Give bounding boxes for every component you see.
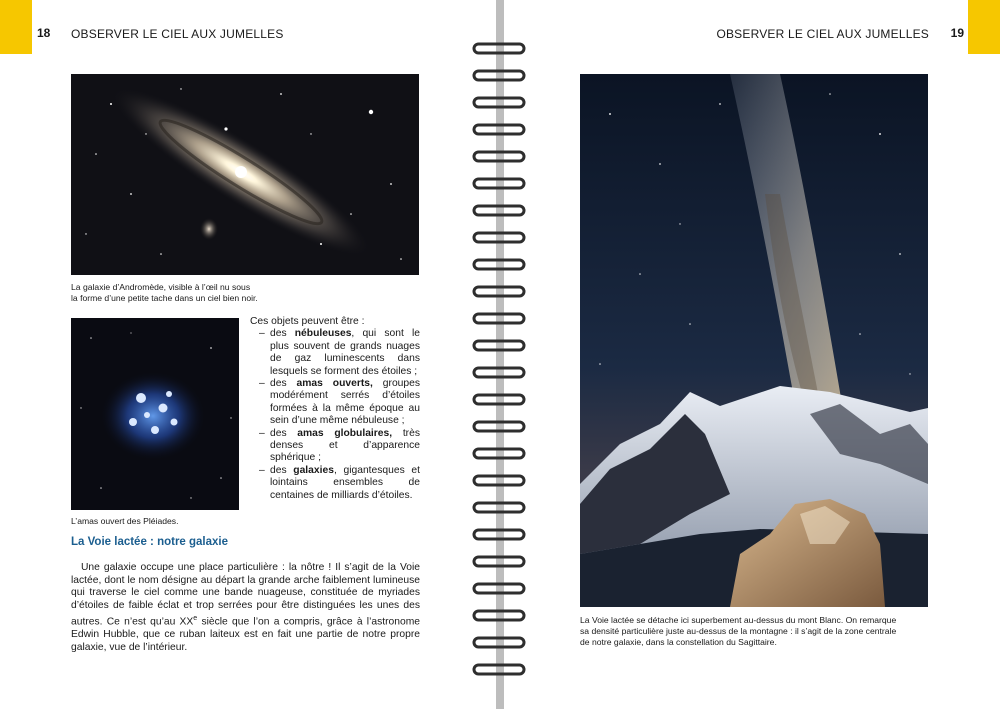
right-page: [504, 0, 1000, 709]
binding-ring: [474, 449, 524, 458]
spiral-rings: [470, 36, 530, 686]
running-head-left: OBSERVER LE CIEL AUX JUMELLES: [71, 27, 284, 41]
andromeda-caption: La galaxie d’Andromède, visible à l’œil nu sous la forme d’une petite tache dans un ciel bien noir.: [71, 282, 258, 303]
page-tab-left: [0, 0, 32, 54]
page-number-right: 19: [950, 26, 964, 40]
milky-way-mont-blanc-photo: [580, 74, 928, 607]
binding-ring: [474, 287, 524, 296]
binding-ring: [474, 260, 524, 269]
binding-ring: [474, 557, 524, 566]
binding-ring: [474, 341, 524, 350]
page-number-left: 18: [37, 26, 51, 40]
pleiades-caption: L’amas ouvert des Pléiades.: [71, 516, 179, 526]
list-item: – des galaxies, gigantesques et lointains ensembles de centaines de milliards d’étoiles.: [259, 464, 420, 501]
binding-ring: [474, 179, 524, 188]
binding-ring: [474, 368, 524, 377]
binding-ring: [474, 71, 524, 80]
binding-ring: [474, 638, 524, 647]
binding-ring: [474, 44, 524, 53]
binding-ring: [474, 206, 524, 215]
page-tab-right: [968, 0, 1000, 54]
list-item: – des amas globulaires, très denses et d’apparence sphérique ;: [259, 427, 420, 464]
list-item: – des amas ouverts, groupes modérément serrés d’étoiles formées à la même époque au sein d’une même nébuleuse ;: [259, 378, 420, 427]
binding-ring: [474, 125, 524, 134]
andromeda-galaxy-photo: [71, 74, 419, 275]
binding-ring: [474, 233, 524, 242]
binding-ring: [474, 314, 524, 323]
binding-ring: [474, 422, 524, 431]
spiral-binding: [470, 36, 530, 686]
objects-list: [250, 316, 420, 502]
binding-ring: [474, 152, 524, 161]
milky-way-caption: La Voie lactée se détache ici superbement au-dessus du mont Blanc. On remarque sa densité particulière juste au-dessus de la montagne : il s’agit de la zone centrale de notre galaxie, dans la constellation du Sagittaire.: [580, 615, 897, 647]
binding-ring: [474, 530, 524, 539]
section-heading: La Voie lactée : notre galaxie: [71, 536, 229, 548]
left-page: [0, 0, 496, 709]
binding-ring: [474, 611, 524, 620]
binding-ring: [474, 476, 524, 485]
pleiades-cluster-photo: [71, 318, 239, 510]
list-intro: Ces objets peuvent être :: [250, 316, 365, 327]
binding-ring: [474, 665, 524, 674]
binding-ring: [474, 584, 524, 593]
binding-ring: [474, 395, 524, 404]
binding-ring: [474, 503, 524, 512]
binding-ring: [474, 98, 524, 107]
body-paragraph: Une galaxie occupe une place particulière : la nôtre ! Il s’agit de la Voie lactée, dont le nom désigne au départ la grande arche faiblement lumineuse qui traverse le ciel comme une bande nuageuse, constituée de myriades d’étoiles de faible éclat et trop serrées pour être distinguées les unes des autres. Ce n’est qu’au XXe siècle que l’on a compris, grâce à l’astronome Edwin Hubble, que ce ruban laiteux est en fait une partie de notre propre galaxie, vue de l’intérieur.: [71, 562, 421, 653]
list-item: – des nébuleuses, qui sont le plus souvent de grands nuages de gaz luminescents dans lesquels se forment des étoiles ;: [259, 328, 420, 377]
running-head-right: OBSERVER LE CIEL AUX JUMELLES: [716, 27, 929, 41]
